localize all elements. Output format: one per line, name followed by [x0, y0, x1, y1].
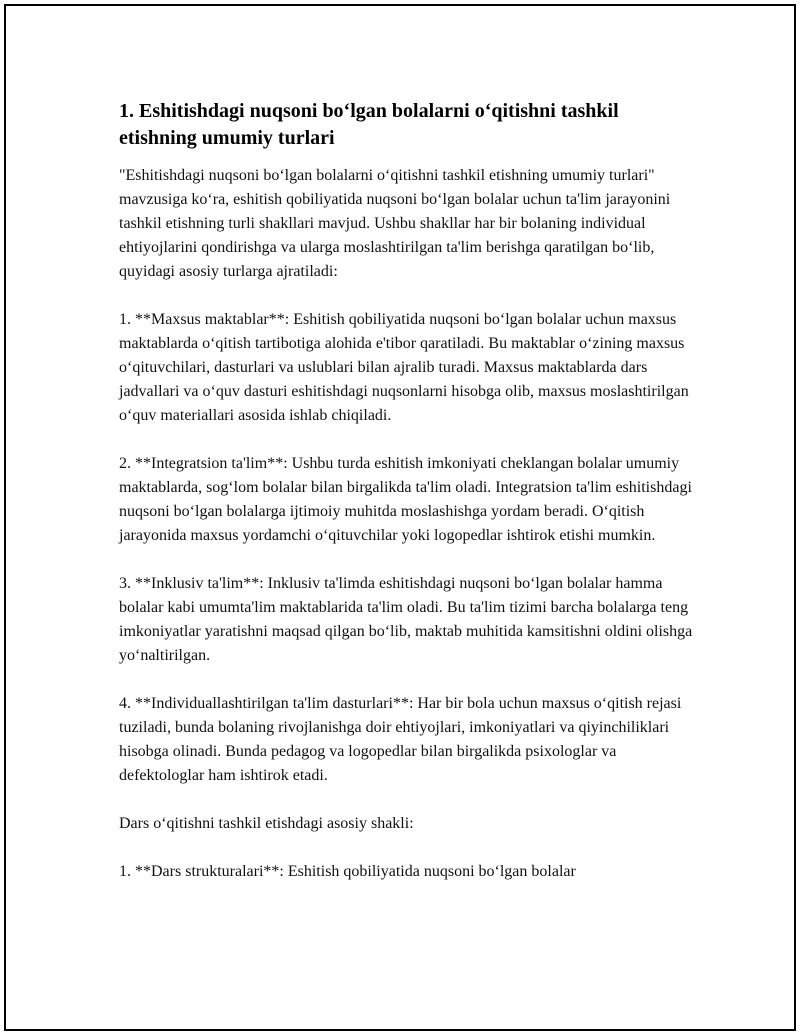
list-item-individualized-programs: 4. **Individuallashtirilgan ta'lim dasturlari**: Har bir bola uchun maxsus oʻqitish rejasi tuziladi, bunda bolaning rivojlanishga doir ehtiyojlari, imkoniyatlari va qiyinchiliklari hisobga olinadi. Bunda pedagog va logopedlar bilan birgalikda psixologlar va defektologlar ham ishtirok etadi.	[119, 695, 682, 784]
document-body	[119, 98, 699, 908]
intro-paragraph: "Eshitishdagi nuqsoni boʻlgan bolalarni oʻqitishni tashkil etishning umumiy turlari" mavzusiga koʻra, eshitish qobiliyatida nuqsoni boʻlgan bolalar uchun ta'lim jarayonini tashkil etishning turli shakllari mavjud. Ushbu shakllar har bir bolaning individual ehtiyojlarini qondirishga va ularga moslashtirilgan ta'lim berishga qaratilgan boʻlib, quyidagi asosiy turlarga ajratiladi:	[119, 167, 671, 280]
list-item-inclusive-education: 3. **Inklusiv ta'lim**: Inklusiv ta'limda eshitishdagi nuqsoni boʻlgan bolalar hamma bolalar kabi umumta'lim maktablarida ta'lim oladi. Bu ta'lim tizimi barcha bolalarga teng imkoniyatlar yaratishni maqsad qilgan boʻlib, maktab muhitida kamsitishni oldini olishga yoʻnaltirilgan.	[119, 575, 693, 664]
section-lead-paragraph: Dars oʻqitishni tashkil etishdagi asosiy shakli:	[119, 815, 414, 832]
list-item-special-schools: 1. **Maxsus maktablar**: Eshitish qobiliyatida nuqsoni boʻlgan bolalar uchun maxsus maktablarda oʻqitish tartibotiga alohida e'tibor qaratiladi. Bu maktablar oʻzining maxsus oʻqituvchilari, dasturlari va uslublari bilan ajralib turadi. Maxsus maktablarda dars jadvallari va oʻquv dasturi eshitishdagi nuqsonlarni hisobga olib, maxsus moslashtirilgan oʻquv materiallari asosida ishlab chiqiladi.	[119, 311, 689, 424]
list-item-lesson-structures: 1. **Dars strukturalari**: Eshitish qobiliyatida nuqsoni boʻlgan bolalar	[119, 863, 576, 880]
list-item-integrated-education: 2. **Integratsion ta'lim**: Ushbu turda eshitish imkoniyati cheklangan bolalar umumiy maktablarda, sogʻlom bolalar bilan birgalikda ta'lim oladi. Integratsion ta'lim eshitishdagi nuqsoni boʻlgan bolalarga ijtimoiy muhitda moslashishga yordam beradi. Oʻqitish jarayonida maxsus yordamchi oʻqituvchilar yoki logopedlar ishtirok etishi mumkin.	[119, 455, 692, 544]
page-frame	[4, 4, 796, 1031]
document-title: 1. Eshitishdagi nuqsoni boʻlgan bolalarni oʻqitishni tashkil etishning umumiy turlari	[119, 100, 619, 149]
